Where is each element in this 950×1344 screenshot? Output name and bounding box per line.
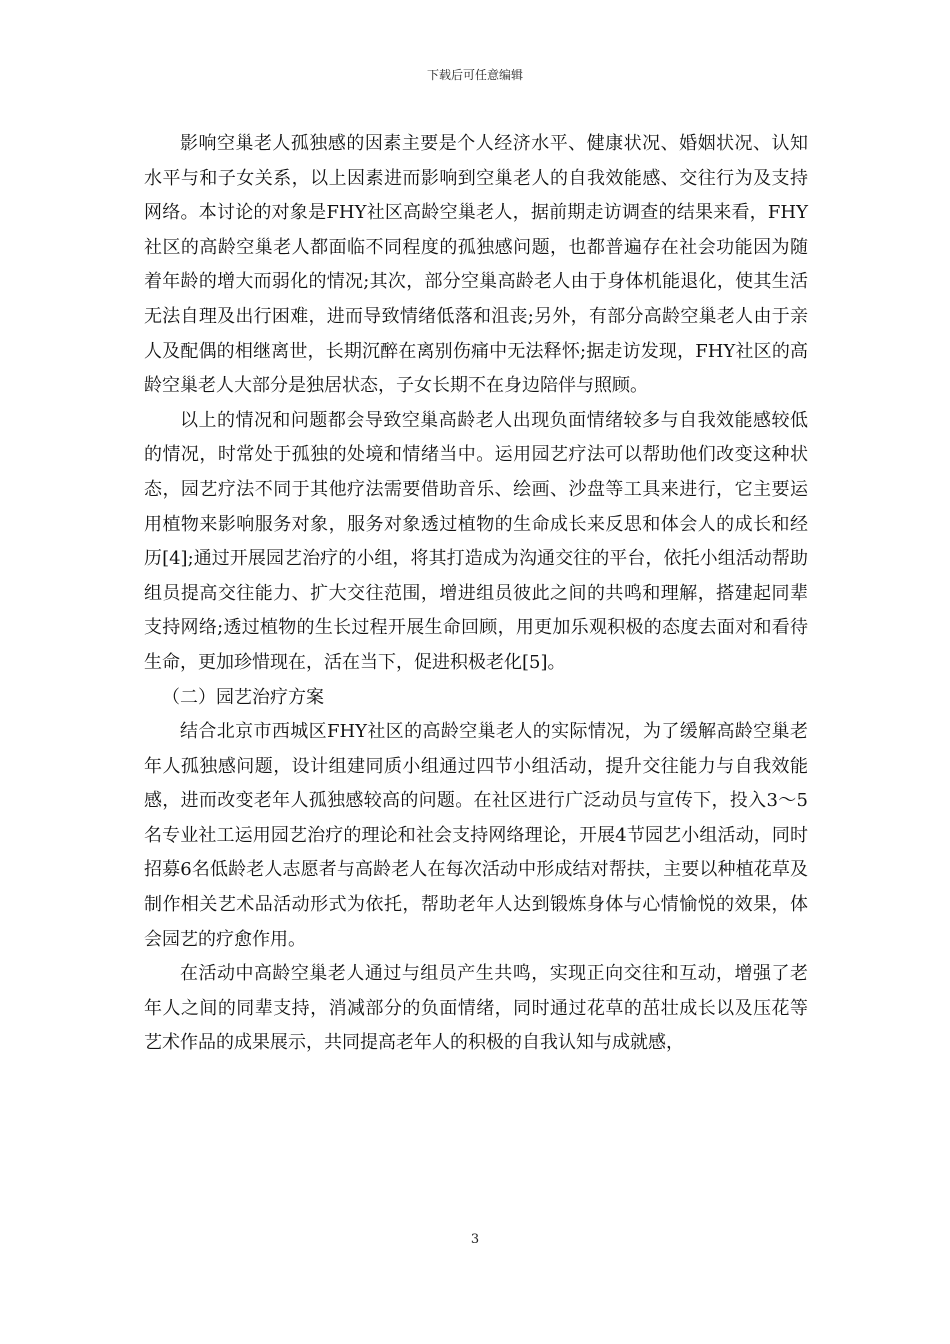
section-heading: （二）园艺治疗方案 xyxy=(162,686,324,708)
paragraph-loneliness-factors: 影响空巢老人孤独感的因素主要是个人经济水平、健康状况、婚姻状况、认知水平与和子女关系，以上因素进而影响到空巢老人的自我效能感、交往行为及支持网络。本讨论的对象是FHY社区高龄空巢老人，据前期走访调查的结果来看，FHY社区的高龄空巢老人都面临不同程度的孤独感问题，也都普遍存在社会功能因为随着年龄的增大而弱化的情况;其次，部分空巢高龄老人由于身体机能退化，使其生活无法自理及出行困难，进而导致情绪低落和沮丧;另外，有部分高龄空巢老人由于亲人及配偶的相继离世，长期沉醉在离别伤痛中无法释怀;据走访发现，FHY社区的高龄空巢老人大部分是独居状态，子女长期不在身边陪伴与照顾。 xyxy=(144,133,808,397)
page-header: 下载后可任意编辑 xyxy=(426,68,523,82)
paragraph-horticultural-therapy: 以上的情况和问题都会导致空巢高龄老人出现负面情绪较多与自我效能感较低的情况，时常处于孤独的处境和情绪当中。运用园艺疗法可以帮助他们改变这种状态，园艺疗法不同于其他疗法需要借助音乐、绘画、沙盘等工具来进行，它主要运用植物来影响服务对象，服务对象透过植物的生命成长来反思和体会人的成长和经历[4];通过开展园艺治疗的小组，将其打造成为沟通交往的平台，依托小组活动帮助组员提高交往能力、扩大交往范围，增进组员彼此之间的共鸣和理解，搭建起同辈支持网络;透过植物的生长过程开展生命回顾，用更加乐观积极的态度去面对和看待生命，更加珍惜现在，活在当下，促进积极老化[5]。 xyxy=(144,409,808,673)
paragraph-program-design: 结合北京市西城区FHY社区的高龄空巢老人的实际情况，为了缓解高龄空巢老年人孤独感问题，设计组建同质小组通过四节小组活动，提升交往能力与自我效能感，进而改变老年人孤独感较高的问题。在社区进行广泛动员与宣传下，投入3～5名专业社工运用园艺治疗的理论和社会支持网络理论，开展4节园艺小组活动，同时招募6名低龄老人志愿者与高龄老人在每次活动中形成结对帮扶，主要以种植花草及制作相关艺术品活动形式为依托，帮助老年人达到锻炼身体与心情愉悦的效果，体会园艺的疗愈作用。 xyxy=(144,721,808,950)
paragraph-program-effects: 在活动中高龄空巢老人通过与组员产生共鸣，实现正向交往和互动，增强了老年人之间的同辈支持，消减部分的负面情绪，同时通过花草的茁壮成长以及压花等艺术作品的成果展示，共同提高老年人的积极的自我认知与成就感， xyxy=(144,963,808,1054)
page-number: 3 xyxy=(470,1232,480,1247)
document-body xyxy=(144,127,808,1061)
